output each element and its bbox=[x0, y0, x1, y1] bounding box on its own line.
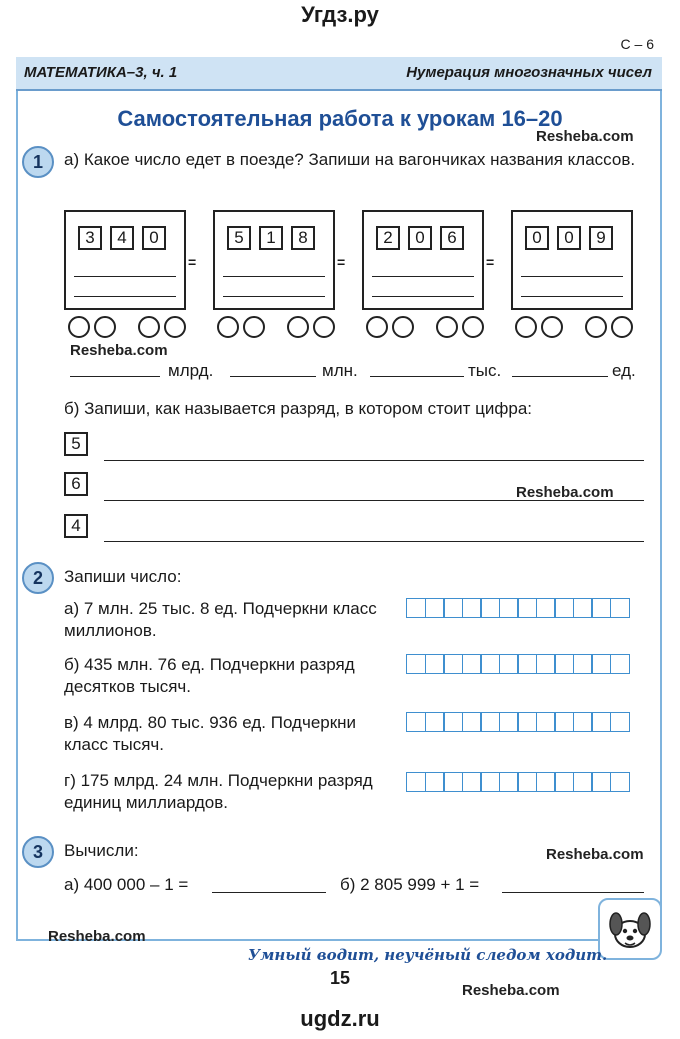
grid-cell[interactable] bbox=[480, 654, 500, 674]
answer-line[interactable] bbox=[104, 541, 644, 542]
wagon-digit: 0 bbox=[408, 226, 432, 250]
grid-cell[interactable] bbox=[517, 598, 537, 618]
wagon-wheel bbox=[462, 316, 484, 338]
worksheet-title: Самостоятельная работа к урокам 16–20 bbox=[117, 106, 563, 131]
task-3-number: 3 bbox=[22, 836, 54, 868]
class-label-units: ед. bbox=[612, 361, 636, 380]
grid-cell[interactable] bbox=[443, 712, 463, 732]
wagon-wheel bbox=[243, 316, 265, 338]
watermark: Resheba.com bbox=[70, 342, 168, 359]
grid-cell[interactable] bbox=[443, 654, 463, 674]
grid-cell[interactable] bbox=[591, 598, 611, 618]
task-1a-text: а) Какое число едет в поезде? Запиши на вагончиках названия классов. bbox=[64, 150, 636, 169]
wagon-digit: 4 bbox=[110, 226, 134, 250]
train-wagon bbox=[64, 210, 186, 310]
motto: Умный водит, неучёный следом ходит. bbox=[248, 946, 608, 964]
grid-cell[interactable] bbox=[425, 712, 445, 732]
watermark: Resheba.com bbox=[536, 128, 634, 145]
grid-cell[interactable] bbox=[480, 712, 500, 732]
task-2b-text: б) 435 млн. 76 ед. Подчеркни разряд десятков тысяч. bbox=[64, 655, 355, 696]
header-subject: МАТЕМАТИКА–3, ч. 1 bbox=[24, 64, 178, 81]
task-3-intro: Вычисли: bbox=[64, 841, 139, 860]
grid-cell[interactable] bbox=[443, 772, 463, 792]
grid-cell[interactable] bbox=[554, 654, 574, 674]
grid-cell[interactable] bbox=[462, 654, 482, 674]
wagon-digit: 5 bbox=[227, 226, 251, 250]
grid-cell[interactable] bbox=[554, 598, 574, 618]
task-1b-text: б) Запиши, как называется разряд, в котором стоит цифра: bbox=[64, 399, 533, 418]
wagon-answer-line[interactable] bbox=[521, 276, 623, 277]
grid-cell[interactable] bbox=[517, 654, 537, 674]
grid-cell[interactable] bbox=[406, 654, 426, 674]
task-1-number: 1 bbox=[22, 146, 54, 178]
answer-line[interactable] bbox=[104, 500, 644, 501]
answer-line[interactable] bbox=[502, 892, 644, 893]
wagon-answer-line[interactable] bbox=[521, 296, 623, 297]
task-2-number: 2 bbox=[22, 562, 54, 594]
answer-line[interactable] bbox=[212, 892, 326, 893]
grid-cell[interactable] bbox=[573, 772, 593, 792]
answer-grid[interactable] bbox=[406, 712, 628, 732]
wagon-digit: 1 bbox=[259, 226, 283, 250]
grid-cell[interactable] bbox=[462, 772, 482, 792]
task-2c-text: в) 4 млрд. 80 тыс. 936 ед. Подчеркни класс тысяч. bbox=[64, 713, 357, 754]
wagon-wheel bbox=[392, 316, 414, 338]
grid-cell[interactable] bbox=[406, 772, 426, 792]
watermark: Resheba.com bbox=[546, 846, 644, 863]
grid-cell[interactable] bbox=[610, 598, 630, 618]
grid-cell[interactable] bbox=[480, 598, 500, 618]
digit-box: 4 bbox=[64, 514, 88, 538]
grid-cell[interactable] bbox=[591, 772, 611, 792]
wagon-wheel bbox=[313, 316, 335, 338]
grid-cell[interactable] bbox=[610, 712, 630, 732]
grid-cell[interactable] bbox=[591, 654, 611, 674]
wagon-coupler: = bbox=[337, 254, 346, 270]
wagon-answer-line[interactable] bbox=[74, 276, 176, 277]
wagon-answer-line[interactable] bbox=[74, 296, 176, 297]
grid-cell[interactable] bbox=[536, 598, 556, 618]
answer-line[interactable] bbox=[104, 460, 644, 461]
site-title-top: Угдз.ру bbox=[301, 2, 379, 27]
grid-cell[interactable] bbox=[573, 654, 593, 674]
answer-grid[interactable] bbox=[406, 654, 628, 674]
dog-icon bbox=[598, 898, 662, 960]
wagon-digit: 0 bbox=[142, 226, 166, 250]
digit-box: 5 bbox=[64, 432, 88, 456]
grid-cell[interactable] bbox=[517, 712, 537, 732]
watermark: Resheba.com bbox=[516, 484, 614, 501]
wagon-digit: 8 bbox=[291, 226, 315, 250]
wagon-answer-line[interactable] bbox=[223, 296, 325, 297]
grid-cell[interactable] bbox=[499, 598, 519, 618]
grid-cell[interactable] bbox=[554, 712, 574, 732]
train-wagon bbox=[362, 210, 484, 310]
wagon-coupler: = bbox=[188, 254, 197, 270]
answer-grid[interactable] bbox=[406, 598, 628, 618]
grid-cell[interactable] bbox=[406, 598, 426, 618]
class-label-billions: млрд. bbox=[168, 361, 214, 380]
grid-cell[interactable] bbox=[406, 712, 426, 732]
wagon-answer-line[interactable] bbox=[223, 276, 325, 277]
grid-cell[interactable] bbox=[554, 772, 574, 792]
grid-cell[interactable] bbox=[573, 598, 593, 618]
task-3b-text: б) 2 805 999 + 1 = bbox=[340, 875, 480, 894]
page-code: С – 6 bbox=[620, 36, 654, 52]
grid-cell[interactable] bbox=[536, 712, 556, 732]
grid-cell[interactable] bbox=[462, 712, 482, 732]
wagon-wheel bbox=[287, 316, 309, 338]
grid-cell[interactable] bbox=[425, 598, 445, 618]
answer-line[interactable] bbox=[70, 376, 160, 377]
wagon-wheel bbox=[541, 316, 563, 338]
wagon-digit: 9 bbox=[589, 226, 613, 250]
task-2a-text: а) 7 млн. 25 тыс. 8 ед. Подчеркни класс миллионов. bbox=[64, 599, 377, 640]
grid-cell[interactable] bbox=[462, 598, 482, 618]
grid-cell[interactable] bbox=[610, 654, 630, 674]
answer-line[interactable] bbox=[230, 376, 316, 377]
answer-line[interactable] bbox=[512, 376, 608, 377]
grid-cell[interactable] bbox=[591, 712, 611, 732]
wagon-coupler: = bbox=[486, 254, 495, 270]
grid-cell[interactable] bbox=[536, 654, 556, 674]
site-title-bottom: ugdz.ru bbox=[300, 1006, 380, 1031]
task-3a-text: а) 400 000 – 1 = bbox=[64, 875, 189, 894]
wagon-wheel bbox=[585, 316, 607, 338]
grid-cell[interactable] bbox=[517, 772, 537, 792]
class-label-thousands: тыс. bbox=[468, 361, 502, 380]
wagon-wheel bbox=[164, 316, 186, 338]
wagon-wheel bbox=[68, 316, 90, 338]
class-label-millions: млн. bbox=[322, 361, 358, 380]
wagon-answer-line[interactable] bbox=[372, 296, 474, 297]
header-topic: Нумерация многозначных чисел bbox=[406, 64, 652, 81]
wagon-wheel bbox=[436, 316, 458, 338]
answer-line[interactable] bbox=[370, 376, 464, 377]
grid-cell[interactable] bbox=[610, 772, 630, 792]
grid-cell[interactable] bbox=[573, 712, 593, 732]
wagon-wheel bbox=[366, 316, 388, 338]
page-number: 15 bbox=[329, 968, 351, 988]
grid-cell[interactable] bbox=[499, 712, 519, 732]
digit-box: 6 bbox=[64, 472, 88, 496]
grid-cell[interactable] bbox=[425, 654, 445, 674]
wagon-digit: 0 bbox=[525, 226, 549, 250]
watermark: Resheba.com bbox=[462, 982, 560, 999]
grid-cell[interactable] bbox=[425, 772, 445, 792]
wagon-answer-line[interactable] bbox=[372, 276, 474, 277]
grid-cell[interactable] bbox=[480, 772, 500, 792]
wagon-wheel bbox=[138, 316, 160, 338]
task-2-intro: Запиши число: bbox=[64, 567, 182, 586]
grid-cell[interactable] bbox=[536, 772, 556, 792]
grid-cell[interactable] bbox=[499, 772, 519, 792]
wagon-digit: 0 bbox=[557, 226, 581, 250]
wagon-wheel bbox=[217, 316, 239, 338]
wagon-wheel bbox=[94, 316, 116, 338]
grid-cell[interactable] bbox=[443, 598, 463, 618]
grid-cell[interactable] bbox=[499, 654, 519, 674]
answer-grid[interactable] bbox=[406, 772, 628, 792]
wagon-digit: 3 bbox=[78, 226, 102, 250]
train-wagon bbox=[511, 210, 633, 310]
wagon-digit: 2 bbox=[376, 226, 400, 250]
wagon-digit: 6 bbox=[440, 226, 464, 250]
task-2d-text: г) 175 млрд. 24 млн. Подчеркни разряд единиц миллиардов. bbox=[64, 771, 373, 812]
watermark: Resheba.com bbox=[48, 928, 146, 945]
train-wagon bbox=[213, 210, 335, 310]
wagon-wheel bbox=[515, 316, 537, 338]
wagon-wheel bbox=[611, 316, 633, 338]
